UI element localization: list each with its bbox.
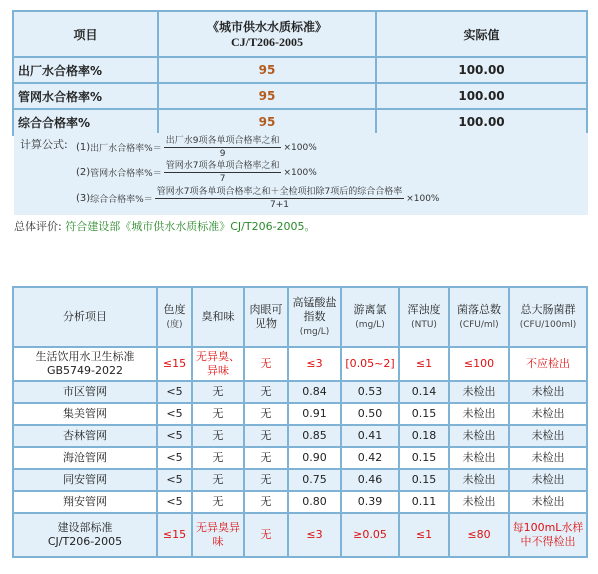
formula-fraction bbox=[164, 160, 282, 185]
row-standard-value: 95 bbox=[158, 83, 376, 109]
data-cell: 无 bbox=[244, 469, 288, 491]
row-actual-value: 100.00 bbox=[376, 57, 587, 83]
limit-cell: ≤1 bbox=[399, 347, 449, 381]
row-name: 杏林管网 bbox=[13, 425, 157, 447]
col-header: 高锰酸盐指数 (mg/L) bbox=[288, 287, 341, 347]
data-cell: 无 bbox=[192, 447, 244, 469]
data-cell: 未检出 bbox=[449, 381, 509, 403]
col-header: 分析项目 bbox=[13, 287, 157, 347]
row-standard-value: 95 bbox=[158, 57, 376, 83]
formula-lhs: 综合合格率%＝ bbox=[90, 195, 153, 205]
formula-lhs: 管网水合格率%＝ bbox=[90, 169, 162, 179]
formula-fraction bbox=[164, 135, 282, 160]
data-cell: 未检出 bbox=[509, 381, 587, 403]
formula-lead: 计算公式: bbox=[20, 138, 68, 151]
formula-numerator: 管网水7项各单项合格率之和 bbox=[165, 161, 280, 171]
limit-cell: ≤100 bbox=[449, 347, 509, 381]
col-header: 臭和味 bbox=[192, 287, 244, 347]
formula-denominator: 7+1 bbox=[269, 200, 289, 210]
overall-evaluation bbox=[14, 218, 316, 234]
data-cell: 0.80 bbox=[288, 491, 341, 513]
national-standard-row bbox=[13, 347, 587, 381]
compliance-header-row bbox=[13, 11, 587, 57]
data-cell: 无 bbox=[192, 381, 244, 403]
limit-cell: [0.05~2] bbox=[341, 347, 399, 381]
table-row bbox=[13, 425, 587, 447]
data-cell: 0.53 bbox=[341, 381, 399, 403]
row-name: 海沧管网 bbox=[13, 447, 157, 469]
table-row bbox=[13, 447, 587, 469]
data-cell: 0.50 bbox=[341, 403, 399, 425]
formula-numerator: 管网水7项各单项合格率之和＋全检项扣除7项后的综合合格率 bbox=[156, 187, 403, 197]
data-cell: <5 bbox=[157, 381, 192, 403]
formula-lhs: 出厂水合格率%＝ bbox=[90, 144, 162, 154]
limit-cell: ≤3 bbox=[288, 347, 341, 381]
limit-cell: ≤80 bbox=[449, 513, 509, 557]
data-cell: 0.41 bbox=[341, 425, 399, 447]
formula-tail: ×100% bbox=[406, 193, 440, 204]
limit-cell: ≤1 bbox=[399, 513, 449, 557]
data-cell: 未检出 bbox=[509, 425, 587, 447]
data-cell: 无 bbox=[244, 403, 288, 425]
formula-block bbox=[14, 133, 588, 215]
limit-cell: 无异臭异味 bbox=[192, 513, 244, 557]
col-header: 色度 (度) bbox=[157, 287, 192, 347]
formula-denominator: 9 bbox=[219, 149, 226, 159]
ministry-standard-row bbox=[13, 513, 587, 557]
data-cell: 未检出 bbox=[449, 469, 509, 491]
data-cell: 0.15 bbox=[399, 447, 449, 469]
data-cell: 0.91 bbox=[288, 403, 341, 425]
header-actual: 实际值 bbox=[376, 11, 587, 57]
row-name: 翔安管网 bbox=[13, 491, 157, 513]
limit-cell: ≤15 bbox=[157, 513, 192, 557]
row-name: 生活饮用水卫生标准 GB5749-2022 bbox=[13, 347, 157, 381]
limit-cell: 不应检出 bbox=[509, 347, 587, 381]
formula-3 bbox=[76, 186, 439, 211]
limit-cell: ≤3 bbox=[288, 513, 341, 557]
standard-code: CJ/T206-2005 bbox=[231, 35, 303, 49]
data-cell: 无 bbox=[244, 381, 288, 403]
data-cell: 未检出 bbox=[509, 491, 587, 513]
evaluation-label: 总体评价: bbox=[14, 220, 62, 233]
data-cell: 0.42 bbox=[341, 447, 399, 469]
limit-cell: 每100mL水样中不得检出 bbox=[509, 513, 587, 557]
data-cell: 0.46 bbox=[341, 469, 399, 491]
data-cell: 0.14 bbox=[399, 381, 449, 403]
data-cell: 0.15 bbox=[399, 469, 449, 491]
col-header: 游离氯 (mg/L) bbox=[341, 287, 399, 347]
formula-denominator: 7 bbox=[219, 174, 226, 184]
row-name: 同安管网 bbox=[13, 469, 157, 491]
data-cell: 0.39 bbox=[341, 491, 399, 513]
row-standard-value: 95 bbox=[158, 109, 376, 135]
compliance-row bbox=[13, 57, 587, 83]
data-cell: 无 bbox=[244, 425, 288, 447]
data-cell: 未检出 bbox=[509, 469, 587, 491]
header-standard bbox=[158, 11, 376, 57]
compliance-row bbox=[13, 109, 587, 135]
col-header: 菌落总数 (CFU/ml) bbox=[449, 287, 509, 347]
row-label: 管网水合格率% bbox=[13, 83, 158, 109]
formula-2 bbox=[76, 160, 317, 185]
limit-cell: 无 bbox=[244, 513, 288, 557]
data-cell: 0.90 bbox=[288, 447, 341, 469]
formula-index: (3) bbox=[76, 193, 91, 204]
data-cell: 无 bbox=[192, 403, 244, 425]
row-label: 综合合格率% bbox=[13, 109, 158, 135]
formula-index: (2) bbox=[76, 167, 91, 178]
data-cell: 未检出 bbox=[509, 447, 587, 469]
analysis-header-row bbox=[13, 287, 587, 347]
data-cell: 无 bbox=[244, 491, 288, 513]
data-cell: 0.11 bbox=[399, 491, 449, 513]
data-cell: <5 bbox=[157, 447, 192, 469]
formula-tail: ×100% bbox=[283, 167, 317, 178]
table-row bbox=[13, 491, 587, 513]
limit-cell: 无 bbox=[244, 347, 288, 381]
standard-title: 《城市供水水质标准》 bbox=[206, 20, 327, 34]
data-cell: 未检出 bbox=[449, 403, 509, 425]
data-cell: 未检出 bbox=[449, 491, 509, 513]
compliance-table bbox=[12, 10, 588, 136]
formula-numerator: 出厂水9项各单项合格率之和 bbox=[165, 136, 280, 146]
data-cell: 无 bbox=[244, 447, 288, 469]
data-cell: 0.85 bbox=[288, 425, 341, 447]
data-cell: 未检出 bbox=[449, 425, 509, 447]
data-cell: <5 bbox=[157, 491, 192, 513]
evaluation-value: 符合建设部《城市供水水质标准》CJ/T206-2005。 bbox=[65, 220, 316, 233]
table-row bbox=[13, 469, 587, 491]
formula-fraction bbox=[155, 186, 404, 211]
col-header: 总大肠菌群 (CFU/100ml) bbox=[509, 287, 587, 347]
row-name: 集美管网 bbox=[13, 403, 157, 425]
data-cell: <5 bbox=[157, 425, 192, 447]
data-cell: 0.84 bbox=[288, 381, 341, 403]
data-cell: 无 bbox=[192, 491, 244, 513]
row-actual-value: 100.00 bbox=[376, 109, 587, 135]
table-row bbox=[13, 403, 587, 425]
limit-cell: 无异臭、异味 bbox=[192, 347, 244, 381]
header-item: 项目 bbox=[13, 11, 158, 57]
row-actual-value: 100.00 bbox=[376, 83, 587, 109]
col-header: 浑浊度 (NTU) bbox=[399, 287, 449, 347]
data-cell: 0.15 bbox=[399, 403, 449, 425]
row-name: 建设部标准 CJ/T206-2005 bbox=[13, 513, 157, 557]
data-cell: <5 bbox=[157, 403, 192, 425]
row-name: 市区管网 bbox=[13, 381, 157, 403]
row-label: 出厂水合格率% bbox=[13, 57, 158, 83]
data-cell: 0.75 bbox=[288, 469, 341, 491]
data-cell: 无 bbox=[192, 469, 244, 491]
data-cell: 未检出 bbox=[449, 447, 509, 469]
col-header: 肉眼可见物 bbox=[244, 287, 288, 347]
limit-cell: ≥0.05 bbox=[341, 513, 399, 557]
table-row bbox=[13, 381, 587, 403]
data-cell: 无 bbox=[192, 425, 244, 447]
compliance-row bbox=[13, 83, 587, 109]
analysis-table bbox=[12, 286, 588, 558]
formula-tail: ×100% bbox=[283, 142, 317, 153]
data-cell: 0.18 bbox=[399, 425, 449, 447]
data-cell: 未检出 bbox=[509, 403, 587, 425]
formula-1 bbox=[76, 135, 317, 160]
formula-index: (1) bbox=[76, 142, 91, 153]
data-cell: <5 bbox=[157, 469, 192, 491]
limit-cell: ≤15 bbox=[157, 347, 192, 381]
